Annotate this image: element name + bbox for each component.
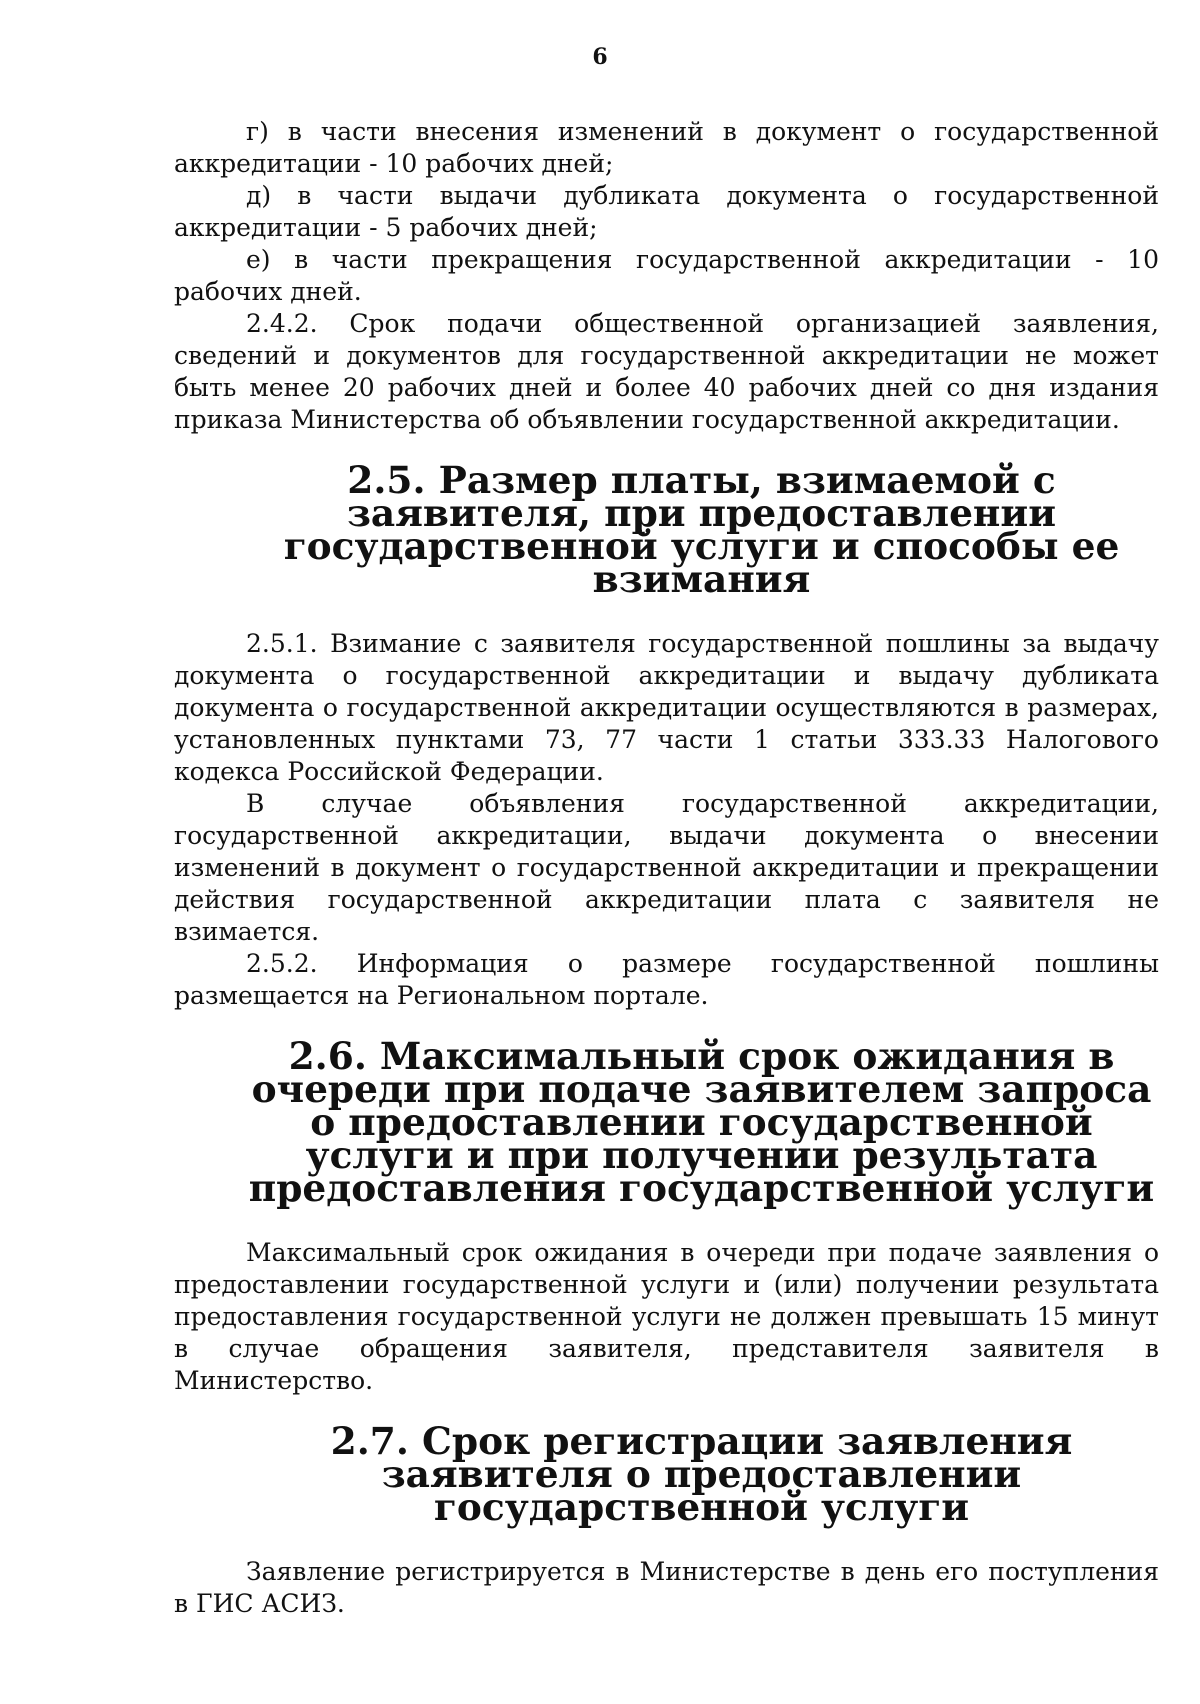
paragraph-2-5-1: 2.5.1. Взимание с заявителя государственной пошлины за выдачу документа о государственной аккредитации и выдачу дубликата документа о государственной аккредитации осуществляются в размерах, установленных пунктами 73, 77 части 1 статьи 333.33 Налогового кодекса Российской Федерации. (174, 629, 1159, 786)
paragraph-registration: Заявление регистрируется в Министерстве в день его поступления в ГИС АСИЗ. (174, 1557, 1159, 1618)
section-heading-2-7: 2.7. Срок регистрации заявления заявителя о предоставлении государственной услуги (330, 1419, 1073, 1529)
page-number: 6 (592, 44, 608, 70)
document-body (174, 116, 1159, 1620)
paragraph-item-g: г) в части внесения изменений в документ о государственной аккредитации - 10 рабочих дней; (174, 117, 1159, 178)
paragraph-queue-time: Максимальный срок ожидания в очереди при подаче заявления о предоставлении государственной услуги и (или) получении результата предоставления государственной услуги не должен превышать 15 минут в случае обращения заявителя, представителя заявителя в Министерство. (174, 1238, 1159, 1395)
paragraph-2-4-2: 2.4.2. Срок подачи общественной организацией заявления, сведений и документов для государственной аккредитации не может быть менее 20 рабочих дней и более 40 рабочих дней со дня издания приказа Министерства об объявлении государственной аккредитации. (174, 309, 1159, 434)
paragraph-item-e: е) в части прекращения государственной аккредитации - 10 рабочих дней. (174, 245, 1159, 306)
section-heading-2-6: 2.6. Максимальный срок ожидания в очереди при подаче заявителем запроса о предоставлении государственной услуги и при получении результата предоставления государственной услуги (248, 1034, 1155, 1210)
paragraph-fee-exemption: В случае объявления государственной аккредитации, государственной аккредитации, выдачи документа о внесении изменений в документ о государственной аккредитации и прекращении действия государственной аккредитации плата с заявителя не взимается. (174, 789, 1159, 946)
paragraph-item-d: д) в части выдачи дубликата документа о государственной аккредитации - 5 рабочих дней; (174, 181, 1159, 242)
paragraph-2-5-2: 2.5.2. Информация о размере государственной пошлины размещается на Региональном портале. (174, 949, 1159, 1010)
section-heading-2-5: 2.5. Размер платы, взимаемой с заявителя, при предоставлении государственной услуги и способы ее взимания (283, 458, 1120, 601)
